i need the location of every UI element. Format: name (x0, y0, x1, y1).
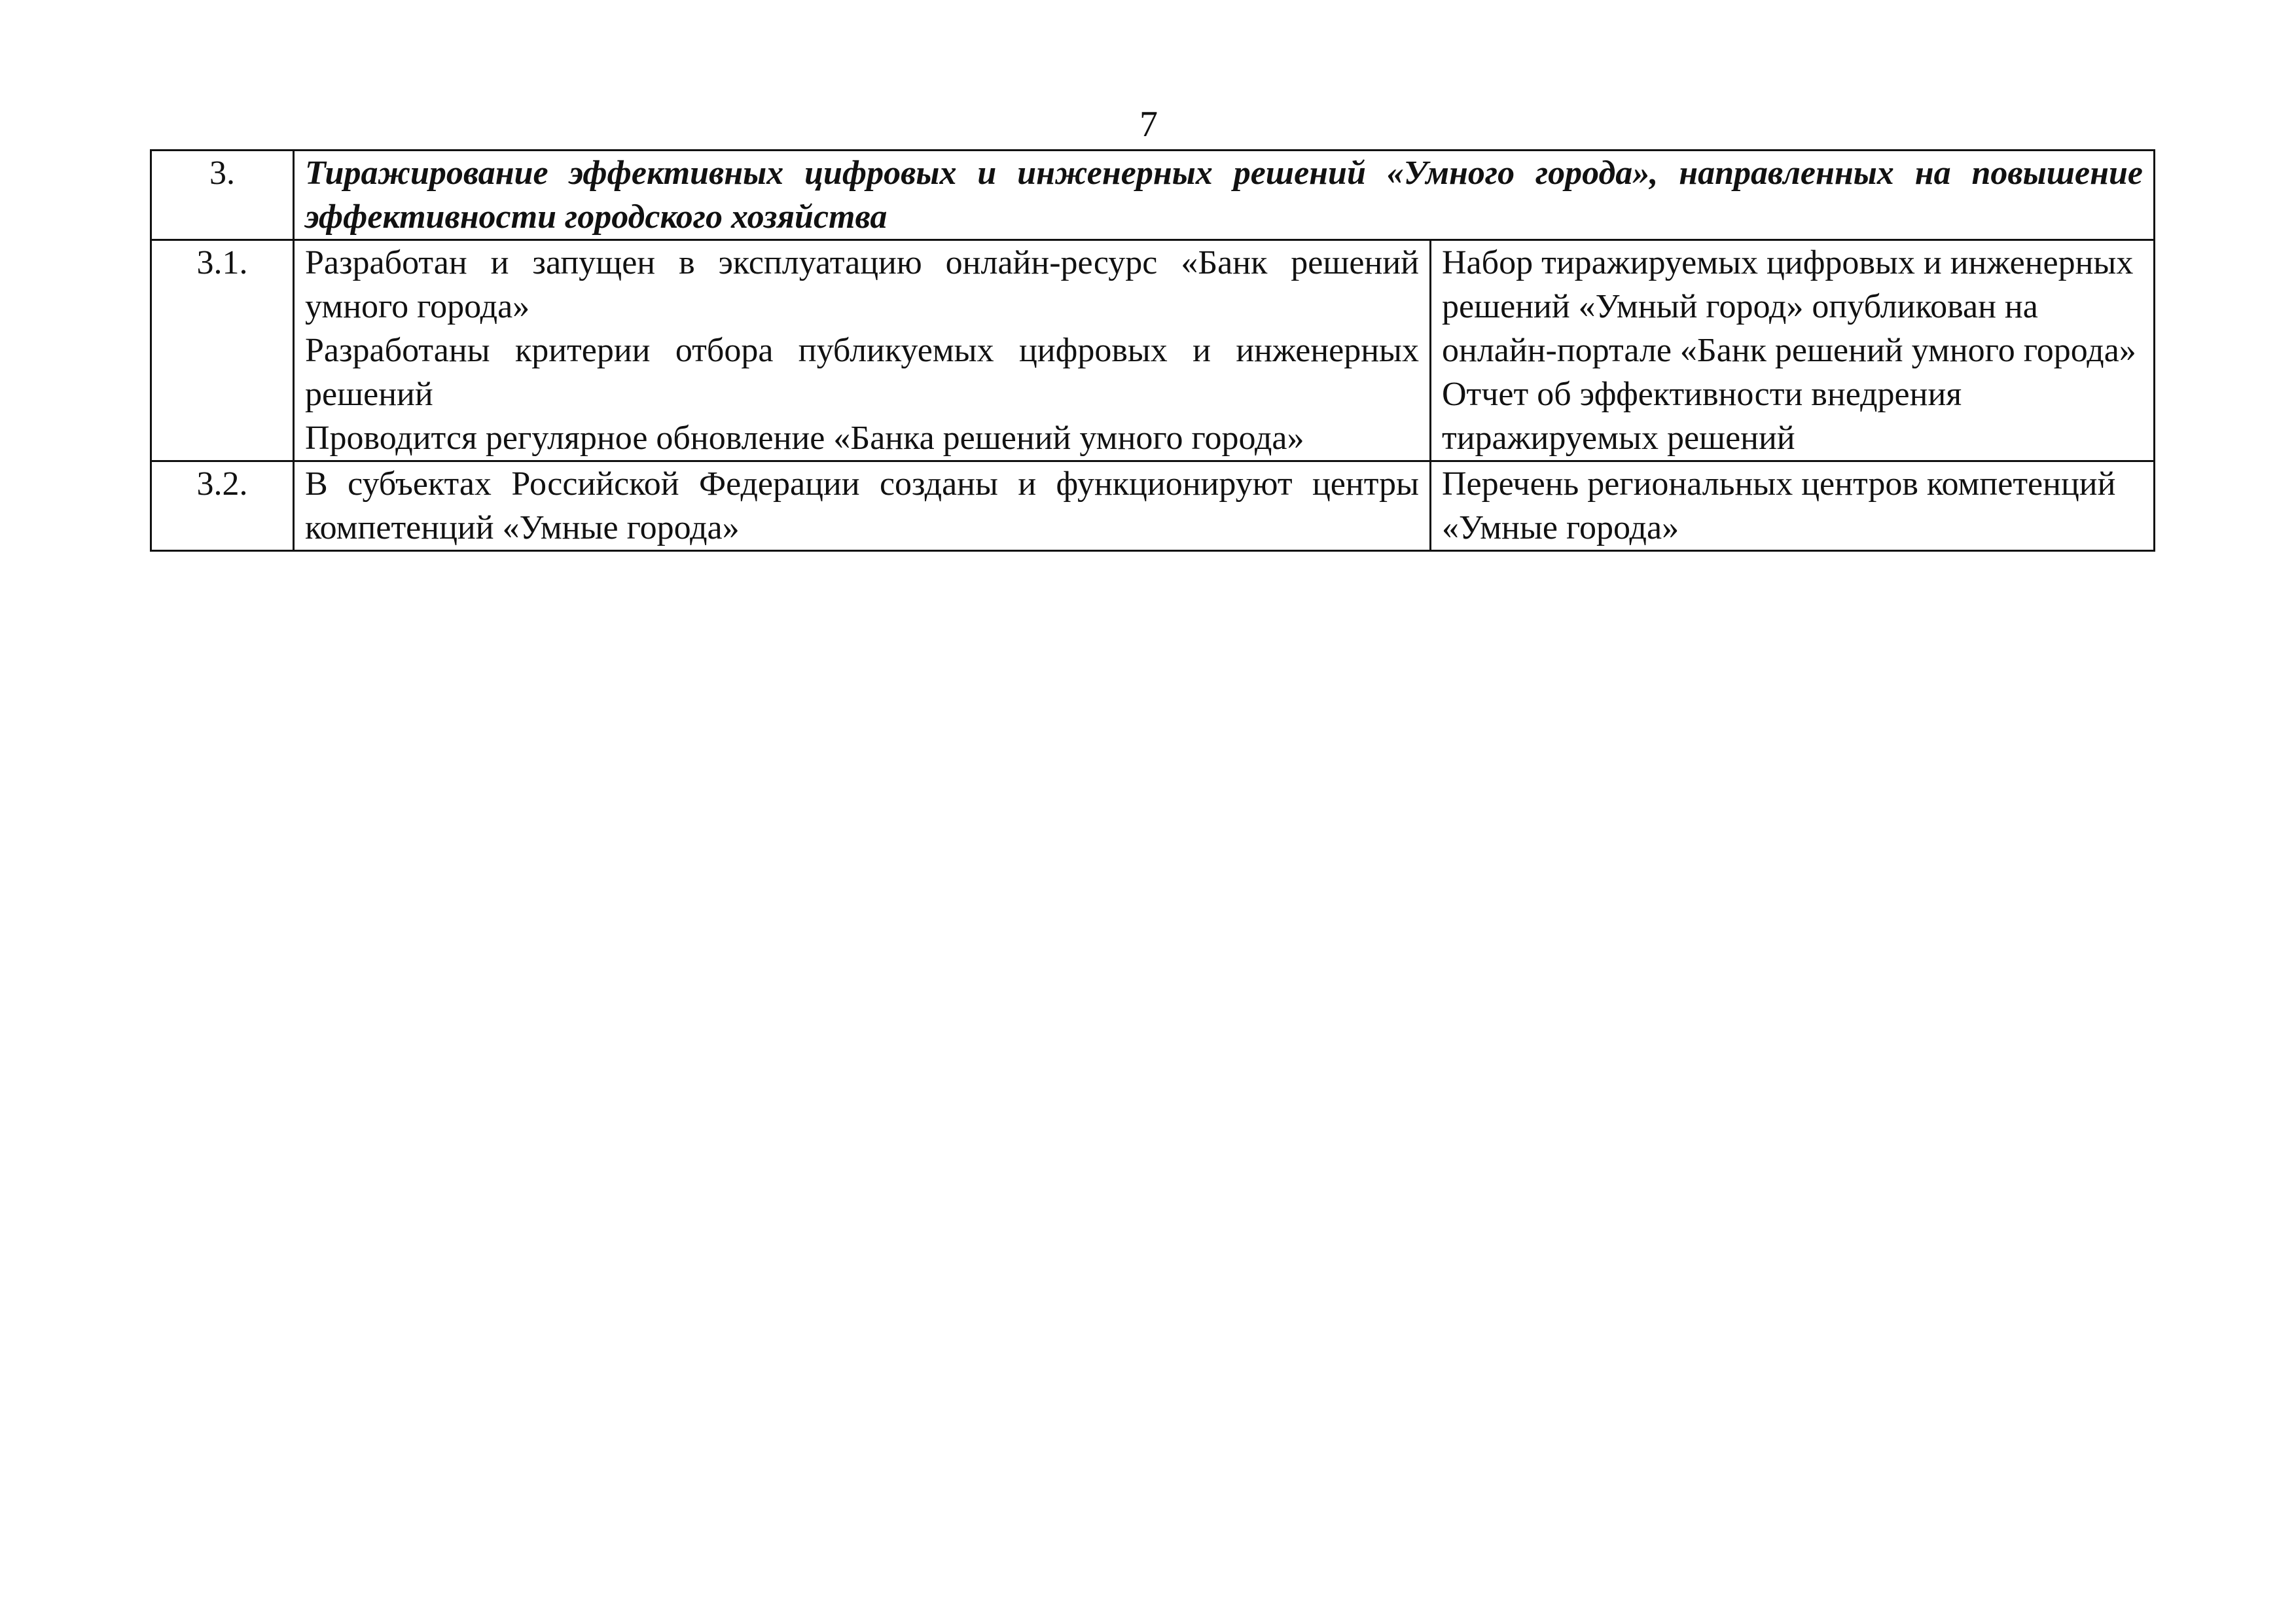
result-item: Проводится регулярное обновление «Банка решений умного города» (305, 419, 1304, 457)
row-number: 3.1. (151, 240, 294, 461)
document-item: Отчет об эффективности внедрения тиражируемых решений (1442, 376, 1962, 457)
section-number: 3. (151, 151, 294, 240)
results-cell (294, 461, 1431, 551)
result-item: Разработаны критерии отбора публикуемых цифровых и инженерных решений (305, 332, 1419, 413)
result-item: В субъектах Российской Федерации созданы и функционируют центры компетенций «Умные города» (305, 465, 1419, 546)
results-table (150, 149, 2155, 552)
document-item: Перечень региональных центров компетенций «Умные города» (1442, 465, 2116, 546)
page-number: 7 (1139, 104, 1158, 145)
section-title: Тиражирование эффективных цифровых и инженерных решений «Умного города», направленных на повышение эффективности городского хозяйства (294, 151, 2155, 240)
result-item: Разработан и запущен в эксплуатацию онлайн-ресурс «Банк решений умного города» (305, 244, 1419, 325)
section-header-row (151, 151, 2155, 240)
document-item: Набор тиражируемых цифровых и инженерных решений «Умный город» опубликован на онлайн-портале «Банк решений умного города» (1442, 244, 2136, 369)
row-number: 3.2. (151, 461, 294, 551)
table-row (151, 461, 2155, 551)
results-cell (294, 240, 1431, 461)
documents-cell (1431, 240, 2155, 461)
documents-cell (1431, 461, 2155, 551)
table-row (151, 240, 2155, 461)
